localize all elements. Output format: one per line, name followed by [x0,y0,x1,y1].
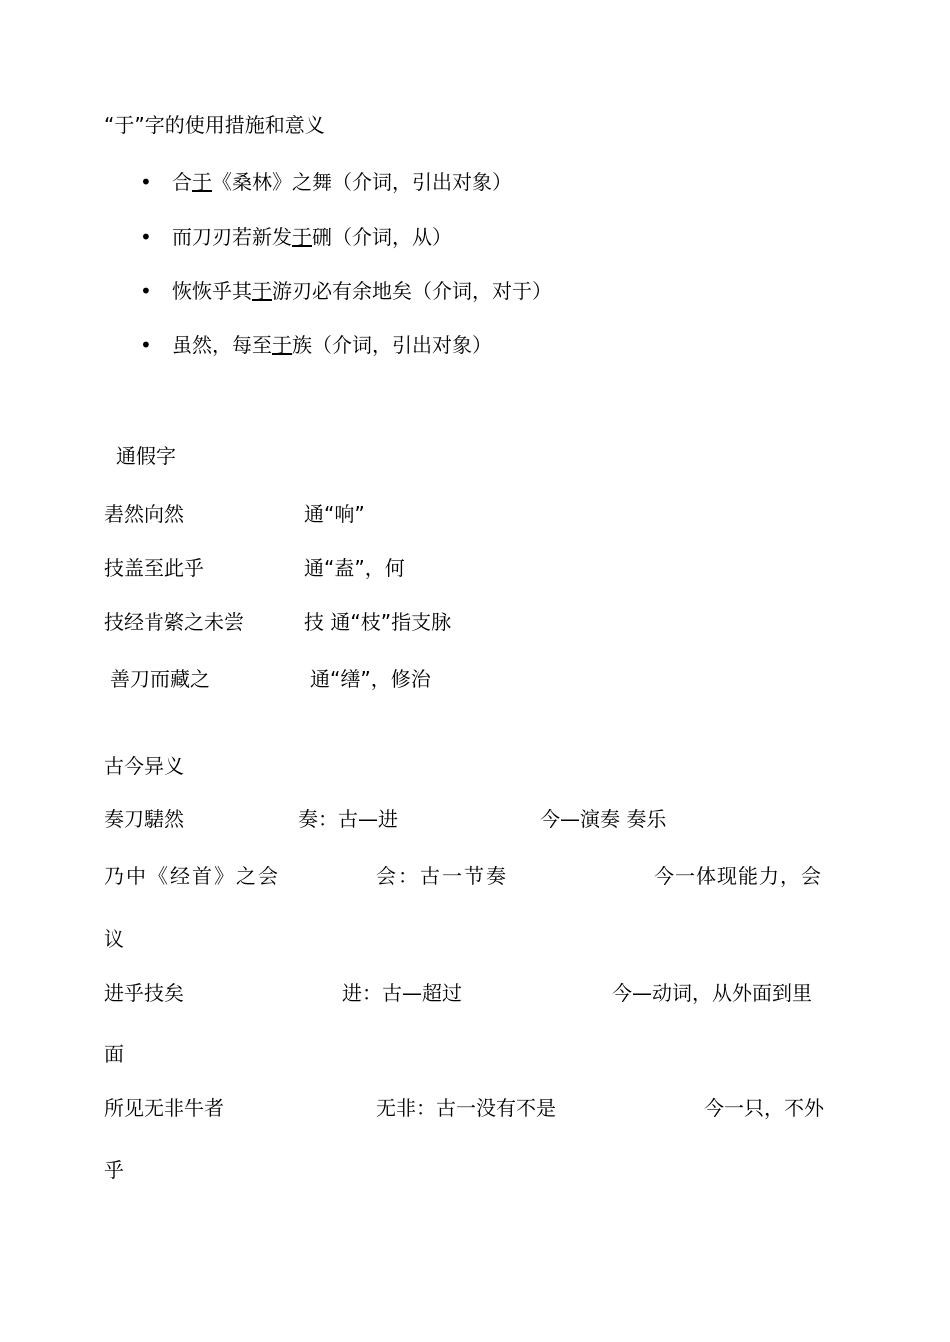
tongjia-note: 通“盍”，何 [304,556,405,580]
tongjia-note: 技 通“枝”指支脉 [304,610,452,634]
bullet-text-before: 而刀刃若新发 [172,225,292,249]
tongjia-phrase: 技盖至此乎 [104,556,204,580]
underlined-char: 于 [252,279,272,303]
underlined-char: 于 [192,170,212,194]
bullet-text-before: 合 [172,170,192,194]
bullet-text-after: 《桑林》之舞（介词，引出对象） [212,170,512,194]
gujin-ancient: 奏：古—进 [298,807,398,831]
gujin-modern: 今一体现能力，会 [654,864,822,888]
tongjia-phrase: 善刀而藏之 [110,667,210,691]
bullet-item [140,333,492,357]
tongjia-note: 通“缮”，修治 [310,667,431,691]
bullet-text-before: 虽然，每至 [172,333,272,357]
bullet-item [140,279,552,303]
bullet-text-after: 硎（介词，从） [312,225,452,249]
gujin-phrase: 乃中《经首》之会 [104,864,280,888]
gujin-ancient: 无非：古一没有不是 [376,1096,556,1120]
bullet-icon: • [140,170,152,194]
gujin-ancient: 进：古—超过 [342,981,462,1005]
gujin-modern: 今—动词，从外面到里 [612,981,812,1005]
section-title: “于”字的使用措施和意义 [104,113,325,137]
gujin-ancient: 会：古一节奏 [376,864,508,888]
gujin-wrap: 乎 [104,1158,124,1182]
tongjia-phrase: 技经肯綮之未尝 [104,610,244,634]
gujin-phrase: 所见无非牛者 [104,1096,224,1120]
gujin-heading: 古今异义 [104,754,184,778]
bullet-item [140,170,512,194]
gujin-phrase: 进乎技矣 [104,981,184,1005]
gujin-modern: 今—演奏 奏乐 [540,807,667,831]
gujin-wrap: 议 [104,927,124,951]
gujin-wrap: 面 [104,1042,124,1066]
tongjia-note: 通“响” [304,502,365,526]
bullet-text-after: 族（介词，引出对象） [292,333,492,357]
bullet-icon: • [140,279,152,303]
bullet-text-after: 游刃必有余地矣（介词，对于） [272,279,552,303]
bullet-icon: • [140,333,152,357]
gujin-phrase: 奏刀騞然 [104,807,184,831]
underlined-char: 于 [272,333,292,357]
tongjia-heading: 通假字 [116,444,176,468]
gujin-modern: 今一只，不外 [704,1096,824,1120]
underlined-char: 于 [292,225,312,249]
bullet-text-before: 恢恢乎其 [172,279,252,303]
bullet-item [140,225,452,249]
tongjia-phrase: 砉然向然 [104,502,184,526]
bullet-icon: • [140,225,152,249]
